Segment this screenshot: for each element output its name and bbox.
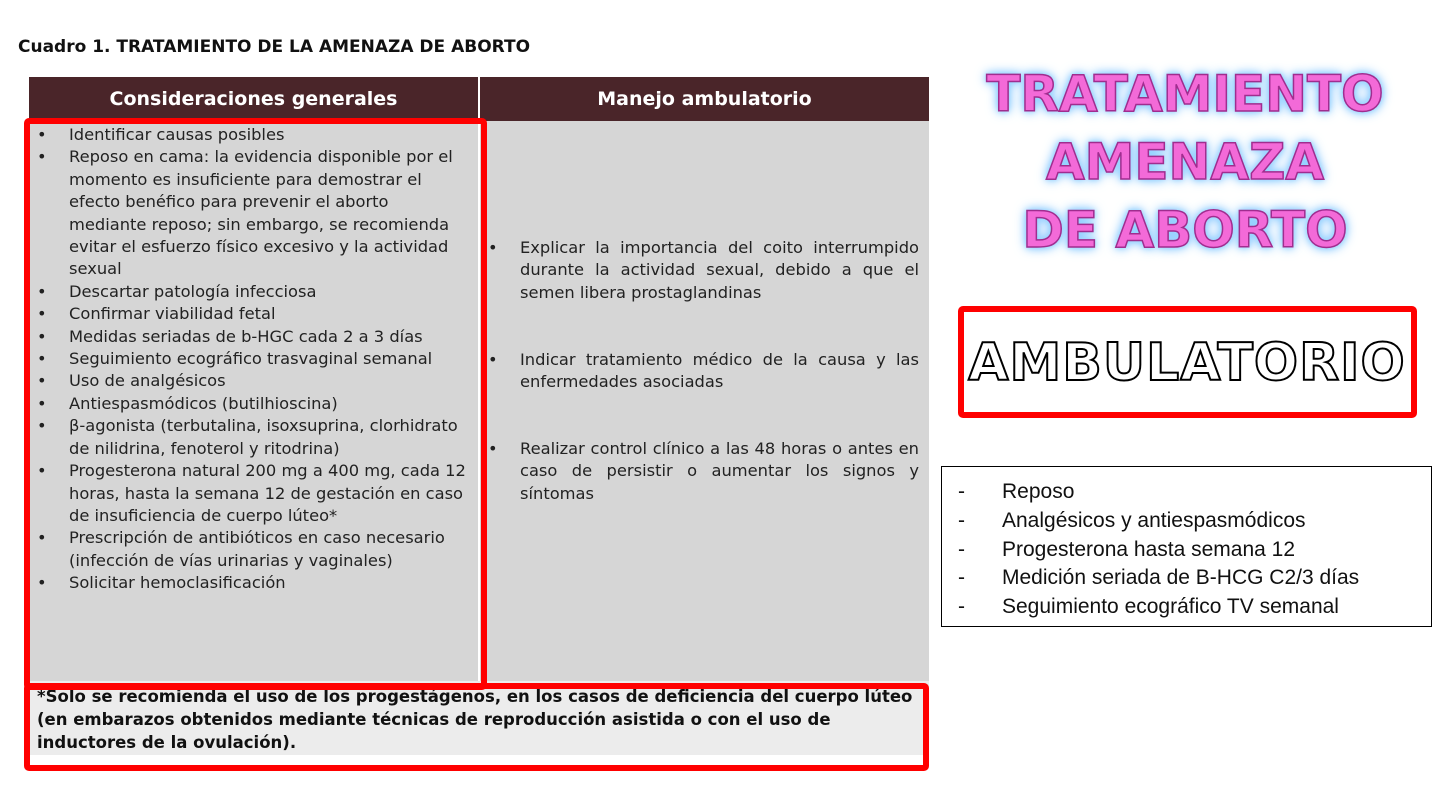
heading-line-2: AMENAZA	[1045, 133, 1325, 191]
summary-item: - Progesterona hasta semana 12	[942, 536, 1359, 565]
list-item: • Indicar tratamiento médico de la causa y las enfermedades asociadas	[480, 349, 925, 394]
list-item: • β-agonista (terbutalina, isoxsuprina, clorhidrato de nilidrina, fenoterol y ritodrina)	[29, 415, 469, 460]
list-item: • Reposo en cama: la evidencia disponible por el momento es insuficiente para demostrar el efecto benéfico para prevenir el aborto mediante reposo; sin embargo, se recomienda evitar el esfuerzo físico excesivo y la actividad sexual	[29, 146, 469, 280]
highlight-box-footnote	[24, 683, 929, 771]
header-ambulatory-management: Manejo ambulatorio	[480, 77, 929, 121]
list-item: • Identificar causas posibles	[29, 124, 469, 146]
summary-item: - Reposo	[942, 478, 1359, 507]
summary-item: - Seguimiento ecográfico TV semanal	[942, 593, 1359, 622]
list-item: • Explicar la importancia del coito interrumpido durante la actividad sexual, debido a que el semen libera prostaglandinas	[480, 237, 925, 304]
list-item: • Progesterona natural 200 mg a 400 mg, cada 12 horas, hasta la semana 12 de gestación en caso de insuficiencia de cuerpo lúteo*	[29, 460, 469, 527]
highlight-box-considerations	[24, 118, 487, 690]
ambulatory-list-2	[480, 349, 925, 394]
ambulatory-management-cell	[480, 121, 929, 681]
footnote-text: *Solo se recomienda el uso de los progestágenos, en los casos de deficiencia del cuerpo lúteo (en embarazos obtenidos mediante técnicas de reproducción asistida o con el uso de inductores de la ovulación).	[37, 687, 913, 752]
heading-line-1: TRATAMIENTO	[986, 65, 1384, 123]
ambulatory-list-3	[480, 438, 925, 505]
heading-line-3: DE ABORTO	[1022, 201, 1348, 259]
list-item: • Confirmar viabilidad fetal	[29, 303, 469, 325]
ambulatorio-label: AMBULATORIO	[968, 333, 1406, 393]
summary-box	[941, 466, 1432, 627]
summary-item: - Analgésicos y antiespasmódicos	[942, 507, 1359, 536]
list-item: • Medidas seriadas de b-HGC cada 2 a 3 días	[29, 326, 469, 348]
ambulatory-list-1	[480, 237, 925, 304]
summary-list	[942, 478, 1359, 622]
list-item: • Realizar control clínico a las 48 horas o antes en caso de persistir o aumentar los signos y síntomas	[480, 438, 925, 505]
summary-item: - Medición seriada de B-HCG C2/3 días	[942, 564, 1359, 593]
document-title: Cuadro 1. TRATAMIENTO DE LA AMENAZA DE ABORTO	[18, 37, 531, 57]
list-item: • Descartar patología infecciosa	[29, 281, 469, 303]
list-item: • Seguimiento ecográfico trasvaginal semanal	[29, 348, 469, 370]
list-item: • Uso de analgésicos	[29, 370, 469, 392]
list-item: • Antiespasmódicos (butilhioscina)	[29, 393, 469, 415]
list-item: • Prescripción de antibióticos en caso necesario (infección de vías urinarias y vaginales)	[29, 527, 469, 572]
header-general-considerations: Consideraciones generales	[29, 77, 478, 121]
list-item: • Solicitar hemoclasificación	[29, 572, 469, 594]
